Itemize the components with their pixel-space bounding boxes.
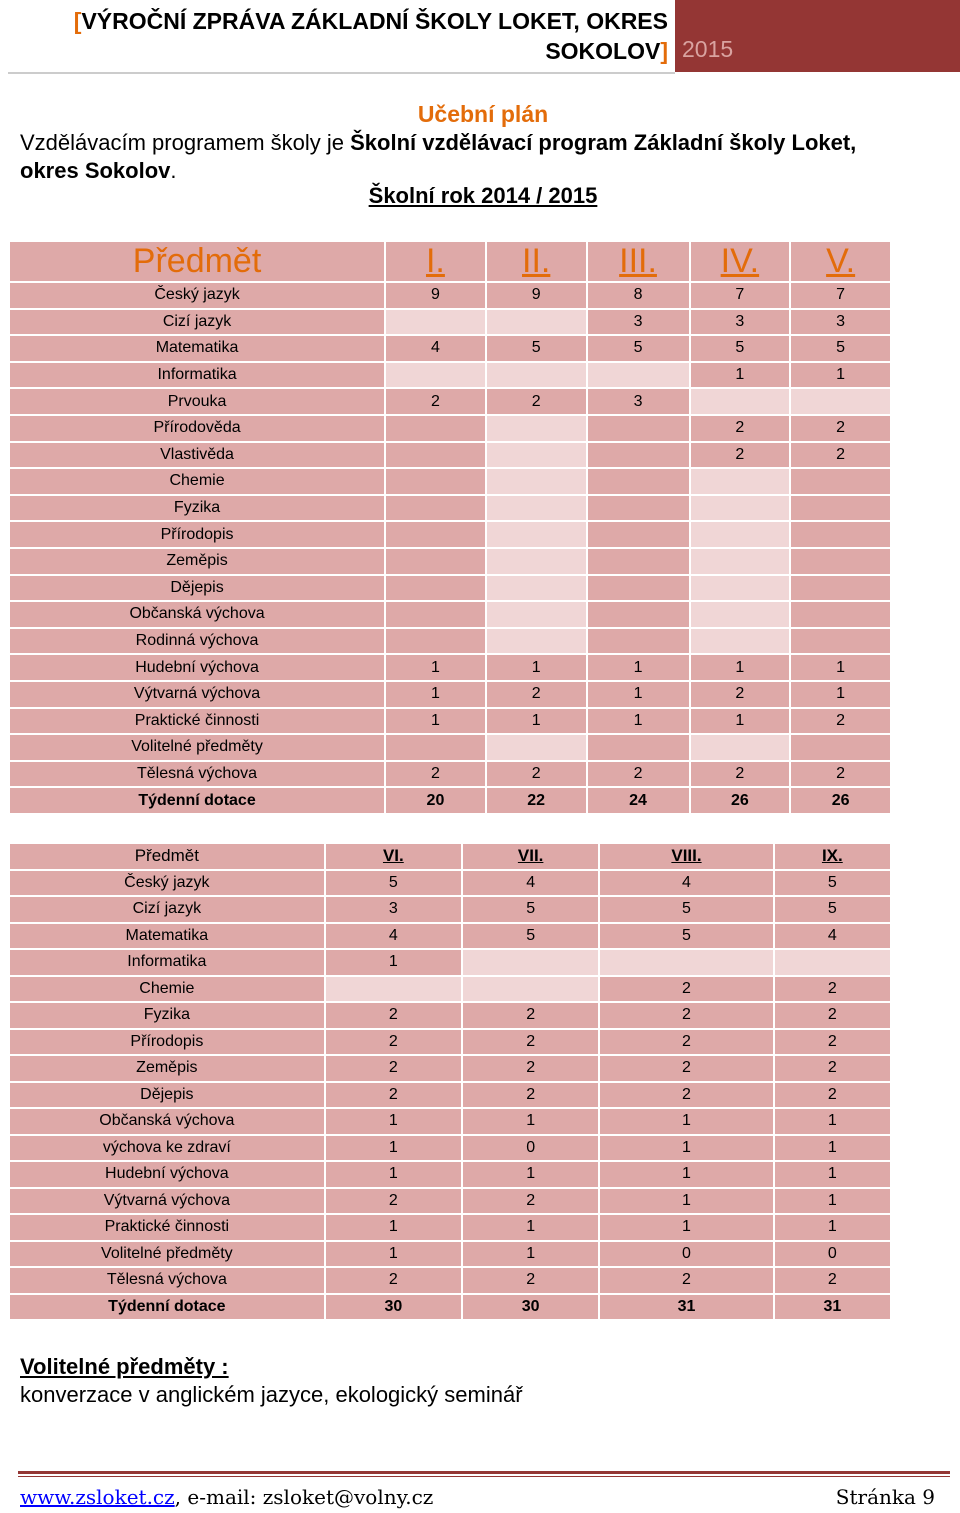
header-grade: II.: [486, 241, 587, 282]
hours-cell: 1: [790, 654, 891, 681]
hours-cell: 3: [790, 309, 891, 336]
hours-cell: [486, 468, 587, 495]
hours-cell: [690, 521, 791, 548]
hours-cell: 7: [790, 282, 891, 309]
electives-heading-text: Volitelné předměty :: [20, 1354, 229, 1379]
hours-cell: [462, 976, 599, 1003]
table-row: [9, 282, 891, 309]
hours-cell: [599, 949, 773, 976]
hours-cell: 4: [325, 923, 462, 950]
hours-cell: 5: [462, 923, 599, 950]
hours-cell: 1: [599, 1135, 773, 1162]
table-row: [9, 415, 891, 442]
table-row: [9, 949, 891, 976]
hours-cell: [587, 734, 690, 761]
hours-cell: [486, 415, 587, 442]
hours-cell: 1: [325, 1214, 462, 1241]
hours-cell: 2: [774, 976, 891, 1003]
hours-cell: 2: [599, 976, 773, 1003]
total-row: [9, 787, 891, 814]
hours-cell: [690, 468, 791, 495]
header-grade: VIII.: [599, 843, 773, 870]
table-row: [9, 761, 891, 788]
hours-cell: [486, 575, 587, 602]
table-row: [9, 575, 891, 602]
subject-cell: Fyzika: [9, 1002, 325, 1029]
table-row: [9, 521, 891, 548]
hours-cell: 2: [599, 1002, 773, 1029]
intro-prefix: Vzdělávacím programem školy je: [20, 130, 351, 155]
header-bracket-open: [: [73, 8, 82, 34]
subject-cell: Informatika: [9, 949, 325, 976]
hours-cell: 5: [774, 870, 891, 897]
hours-cell: 1: [385, 654, 486, 681]
hours-cell: 2: [462, 1267, 599, 1294]
hours-cell: [587, 601, 690, 628]
hours-cell: 1: [690, 362, 791, 389]
subject-cell: Občanská výchova: [9, 1108, 325, 1135]
hours-cell: 1: [486, 654, 587, 681]
electives-text: konverzace v anglickém jazyce, ekologický seminář: [20, 1382, 523, 1407]
subject-cell: Přírodopis: [9, 1029, 325, 1056]
hours-cell: 2: [587, 761, 690, 788]
hours-cell: 1: [790, 362, 891, 389]
hours-cell: [790, 388, 891, 415]
table-row: [9, 1241, 891, 1268]
subject-cell: Praktické činnosti: [9, 708, 385, 735]
header-grade: III.: [587, 241, 690, 282]
hours-cell: 0: [599, 1241, 773, 1268]
hours-cell: 2: [599, 1055, 773, 1082]
table-row: [9, 896, 891, 923]
hours-cell: [790, 521, 891, 548]
hours-cell: 1: [462, 1214, 599, 1241]
hours-cell: 1: [774, 1161, 891, 1188]
subject-cell: Zeměpis: [9, 1055, 325, 1082]
header-subject: Předmět: [9, 241, 385, 282]
hours-cell: 2: [462, 1002, 599, 1029]
header-bracket-close: ]: [660, 38, 668, 64]
hours-cell: 2: [774, 1082, 891, 1109]
hours-cell: 2: [325, 1055, 462, 1082]
website-link[interactable]: www.zsloket.cz: [20, 1485, 175, 1509]
hours-cell: 1: [774, 1214, 891, 1241]
hours-cell: 5: [587, 335, 690, 362]
hours-cell: 2: [486, 681, 587, 708]
hours-cell: [486, 309, 587, 336]
hours-cell: 1: [325, 1241, 462, 1268]
hours-cell: 1: [599, 1108, 773, 1135]
table-row: [9, 1055, 891, 1082]
hours-cell: [385, 309, 486, 336]
hours-cell: [790, 468, 891, 495]
intro-program-name-cont: okres Sokolov: [20, 158, 171, 183]
hours-cell: 1: [599, 1161, 773, 1188]
hours-cell: 2: [599, 1267, 773, 1294]
total-cell: 31: [774, 1294, 891, 1321]
hours-cell: 2: [690, 442, 791, 469]
table-row: [9, 468, 891, 495]
hours-cell: 4: [462, 870, 599, 897]
hours-cell: 5: [486, 335, 587, 362]
header-title-line2: SOKOLOV: [545, 38, 661, 64]
hours-cell: [385, 468, 486, 495]
subject-cell: Rodinná výchova: [9, 628, 385, 655]
curriculum-table-primary: [8, 240, 892, 815]
table-row: [9, 1082, 891, 1109]
total-cell: 20: [385, 787, 486, 814]
hours-cell: 5: [325, 870, 462, 897]
total-cell: 22: [486, 787, 587, 814]
subject-cell: Vlastivěda: [9, 442, 385, 469]
hours-cell: [486, 548, 587, 575]
hours-cell: 1: [774, 1135, 891, 1162]
table-row: [9, 362, 891, 389]
total-label: Týdenní dotace: [9, 787, 385, 814]
table-row: [9, 734, 891, 761]
hours-cell: 1: [790, 681, 891, 708]
hours-cell: 2: [599, 1029, 773, 1056]
hours-cell: 1: [325, 1108, 462, 1135]
table-row: [9, 601, 891, 628]
subject-cell: Praktické činnosti: [9, 1214, 325, 1241]
hours-cell: 2: [385, 388, 486, 415]
total-label: Týdenní dotace: [9, 1294, 325, 1321]
school-year-text: Školní rok 2014 / 2015: [368, 183, 598, 208]
table-row: [9, 976, 891, 1003]
subject-cell: Hudební výchova: [9, 1161, 325, 1188]
hours-cell: 2: [462, 1082, 599, 1109]
hours-cell: 1: [587, 708, 690, 735]
table-row: [9, 1029, 891, 1056]
table-row: [9, 1214, 891, 1241]
hours-cell: 2: [774, 1002, 891, 1029]
subject-cell: Informatika: [9, 362, 385, 389]
hours-cell: 1: [462, 1241, 599, 1268]
hours-cell: 1: [587, 654, 690, 681]
hours-cell: [587, 521, 690, 548]
subject-cell: Výtvarná výchova: [9, 681, 385, 708]
hours-cell: 2: [462, 1188, 599, 1215]
electives-heading: [20, 1354, 229, 1380]
hours-cell: 1: [325, 1135, 462, 1162]
hours-cell: [690, 628, 791, 655]
table-row: [9, 923, 891, 950]
hours-cell: [790, 495, 891, 522]
hours-cell: 0: [774, 1241, 891, 1268]
hours-cell: [587, 415, 690, 442]
hours-cell: 1: [462, 1161, 599, 1188]
table-row: [9, 495, 891, 522]
hours-cell: [385, 415, 486, 442]
hours-cell: [385, 628, 486, 655]
hours-cell: 2: [599, 1082, 773, 1109]
total-cell: 31: [599, 1294, 773, 1321]
hours-cell: [790, 575, 891, 602]
header-grade: I.: [385, 241, 486, 282]
hours-cell: [385, 521, 486, 548]
subject-cell: Matematika: [9, 335, 385, 362]
hours-cell: [486, 521, 587, 548]
hours-cell: 9: [486, 282, 587, 309]
hours-cell: [774, 949, 891, 976]
hours-cell: 5: [790, 335, 891, 362]
total-cell: 24: [587, 787, 690, 814]
table-row: [9, 1188, 891, 1215]
table-row: [9, 1135, 891, 1162]
header-grade: IV.: [690, 241, 791, 282]
header-year: 2015: [682, 36, 734, 62]
table-row: [9, 654, 891, 681]
subject-cell: Chemie: [9, 976, 325, 1003]
subject-cell: Výtvarná výchova: [9, 1188, 325, 1215]
hours-cell: 1: [587, 681, 690, 708]
hours-cell: 2: [690, 681, 791, 708]
subject-cell: Přírodopis: [9, 521, 385, 548]
hours-cell: 4: [599, 870, 773, 897]
intro-program-name: Školní vzdělávací program Základní školy Loket,: [350, 130, 857, 155]
hours-cell: [690, 601, 791, 628]
subject-cell: Chemie: [9, 468, 385, 495]
subject-cell: Prvouka: [9, 388, 385, 415]
table-row: [9, 335, 891, 362]
subject-cell: Volitelné předměty: [9, 734, 385, 761]
hours-cell: 9: [385, 282, 486, 309]
hours-cell: [690, 734, 791, 761]
hours-cell: 1: [385, 708, 486, 735]
table-header-row: [9, 843, 891, 870]
hours-cell: [790, 548, 891, 575]
subject-cell: Zeměpis: [9, 548, 385, 575]
hours-cell: 1: [486, 708, 587, 735]
hours-cell: [587, 468, 690, 495]
hours-cell: 5: [774, 896, 891, 923]
hours-cell: 3: [587, 388, 690, 415]
hours-cell: [690, 575, 791, 602]
hours-cell: 2: [790, 708, 891, 735]
hours-cell: 5: [690, 335, 791, 362]
hours-cell: 3: [690, 309, 791, 336]
header-title: [28, 6, 668, 70]
table-row: [9, 548, 891, 575]
hours-cell: 1: [325, 949, 462, 976]
subject-cell: Cizí jazyk: [9, 309, 385, 336]
curriculum-table-secondary: [8, 842, 892, 1321]
hours-cell: [385, 548, 486, 575]
table-row: [9, 309, 891, 336]
hours-cell: 7: [690, 282, 791, 309]
hours-cell: [385, 575, 486, 602]
hours-cell: [385, 362, 486, 389]
hours-cell: 1: [325, 1161, 462, 1188]
total-row: [9, 1294, 891, 1321]
hours-cell: 2: [690, 761, 791, 788]
hours-cell: 4: [385, 335, 486, 362]
subject-cell: Matematika: [9, 923, 325, 950]
page-number: Stránka 9: [835, 1485, 935, 1509]
subject-cell: Tělesná výchova: [9, 761, 385, 788]
hours-cell: 1: [690, 654, 791, 681]
total-cell: 30: [325, 1294, 462, 1321]
footer-divider-thin: [18, 1476, 950, 1477]
hours-cell: 2: [790, 442, 891, 469]
hours-cell: 1: [385, 681, 486, 708]
header-divider: [8, 72, 675, 74]
hours-cell: 2: [774, 1055, 891, 1082]
table-header-row: [9, 241, 891, 282]
hours-cell: 2: [325, 1002, 462, 1029]
hours-cell: [486, 734, 587, 761]
header-grade: VII.: [462, 843, 599, 870]
hours-cell: 0: [462, 1135, 599, 1162]
hours-cell: 2: [325, 1082, 462, 1109]
footer: [20, 1485, 935, 1509]
hours-cell: [587, 442, 690, 469]
hours-cell: [690, 495, 791, 522]
table-row: [9, 388, 891, 415]
hours-cell: 2: [385, 761, 486, 788]
hours-cell: 3: [587, 309, 690, 336]
hours-cell: [486, 362, 587, 389]
hours-cell: 2: [462, 1055, 599, 1082]
hours-cell: 2: [774, 1267, 891, 1294]
hours-cell: 1: [462, 1108, 599, 1135]
hours-cell: [385, 601, 486, 628]
total-cell: 30: [462, 1294, 599, 1321]
hours-cell: [385, 495, 486, 522]
hours-cell: [790, 734, 891, 761]
header-title-line1: VÝROČNÍ ZPRÁVA ZÁKLADNÍ ŠKOLY LOKET, OKRES: [81, 8, 668, 34]
hours-cell: [486, 495, 587, 522]
hours-cell: 2: [486, 388, 587, 415]
subject-cell: Dějepis: [9, 575, 385, 602]
table-row: [9, 1002, 891, 1029]
subject-cell: Občanská výchova: [9, 601, 385, 628]
hours-cell: 5: [599, 896, 773, 923]
table-row: [9, 1108, 891, 1135]
hours-cell: 2: [790, 761, 891, 788]
hours-cell: 8: [587, 282, 690, 309]
table-row: [9, 1267, 891, 1294]
school-year: [0, 183, 960, 209]
hours-cell: 1: [774, 1108, 891, 1135]
subject-cell: Dějepis: [9, 1082, 325, 1109]
hours-cell: [790, 628, 891, 655]
hours-cell: [486, 442, 587, 469]
hours-cell: 1: [774, 1188, 891, 1215]
total-cell: 26: [690, 787, 791, 814]
hours-cell: [790, 601, 891, 628]
hours-cell: 5: [462, 896, 599, 923]
hours-cell: [690, 388, 791, 415]
hours-cell: 2: [325, 1188, 462, 1215]
hours-cell: [385, 734, 486, 761]
hours-cell: 1: [599, 1214, 773, 1241]
subject-cell: výchova ke zdraví: [9, 1135, 325, 1162]
hours-cell: [587, 548, 690, 575]
hours-cell: [587, 575, 690, 602]
subject-cell: Český jazyk: [9, 870, 325, 897]
hours-cell: [325, 976, 462, 1003]
intro-dot: .: [170, 158, 177, 183]
header-subject: Předmět: [9, 843, 325, 870]
hours-cell: [486, 628, 587, 655]
hours-cell: [587, 495, 690, 522]
hours-cell: 1: [690, 708, 791, 735]
subject-cell: Cizí jazyk: [9, 896, 325, 923]
subject-cell: Přírodověda: [9, 415, 385, 442]
header-grade: VI.: [325, 843, 462, 870]
table-row: [9, 442, 891, 469]
intro-paragraph: [20, 129, 950, 185]
table-row: [9, 870, 891, 897]
table-row: [9, 628, 891, 655]
total-cell: 26: [790, 787, 891, 814]
hours-cell: 2: [790, 415, 891, 442]
footer-email: , e-mail: zsloket@volny.cz: [174, 1485, 434, 1509]
hours-cell: [385, 442, 486, 469]
hours-cell: [587, 628, 690, 655]
hours-cell: 2: [486, 761, 587, 788]
hours-cell: 2: [690, 415, 791, 442]
subject-cell: Fyzika: [9, 495, 385, 522]
hours-cell: [462, 949, 599, 976]
table-row: [9, 681, 891, 708]
table-row: [9, 708, 891, 735]
subject-cell: Český jazyk: [9, 282, 385, 309]
footer-divider: [18, 1471, 950, 1474]
subject-cell: Volitelné předměty: [9, 1241, 325, 1268]
subject-cell: Tělesná výchova: [9, 1267, 325, 1294]
hours-cell: 2: [325, 1267, 462, 1294]
hours-cell: [690, 548, 791, 575]
hours-cell: [486, 601, 587, 628]
hours-cell: 5: [599, 923, 773, 950]
hours-cell: 4: [774, 923, 891, 950]
header-grade: V.: [790, 241, 891, 282]
hours-cell: [587, 362, 690, 389]
hours-cell: 2: [462, 1029, 599, 1056]
subject-cell: Hudební výchova: [9, 654, 385, 681]
header-grade: IX.: [774, 843, 891, 870]
section-title: Učební plán: [417, 101, 549, 127]
hours-cell: 1: [599, 1188, 773, 1215]
hours-cell: 2: [325, 1029, 462, 1056]
hours-cell: 3: [325, 896, 462, 923]
hours-cell: 2: [774, 1029, 891, 1056]
table-row: [9, 1161, 891, 1188]
